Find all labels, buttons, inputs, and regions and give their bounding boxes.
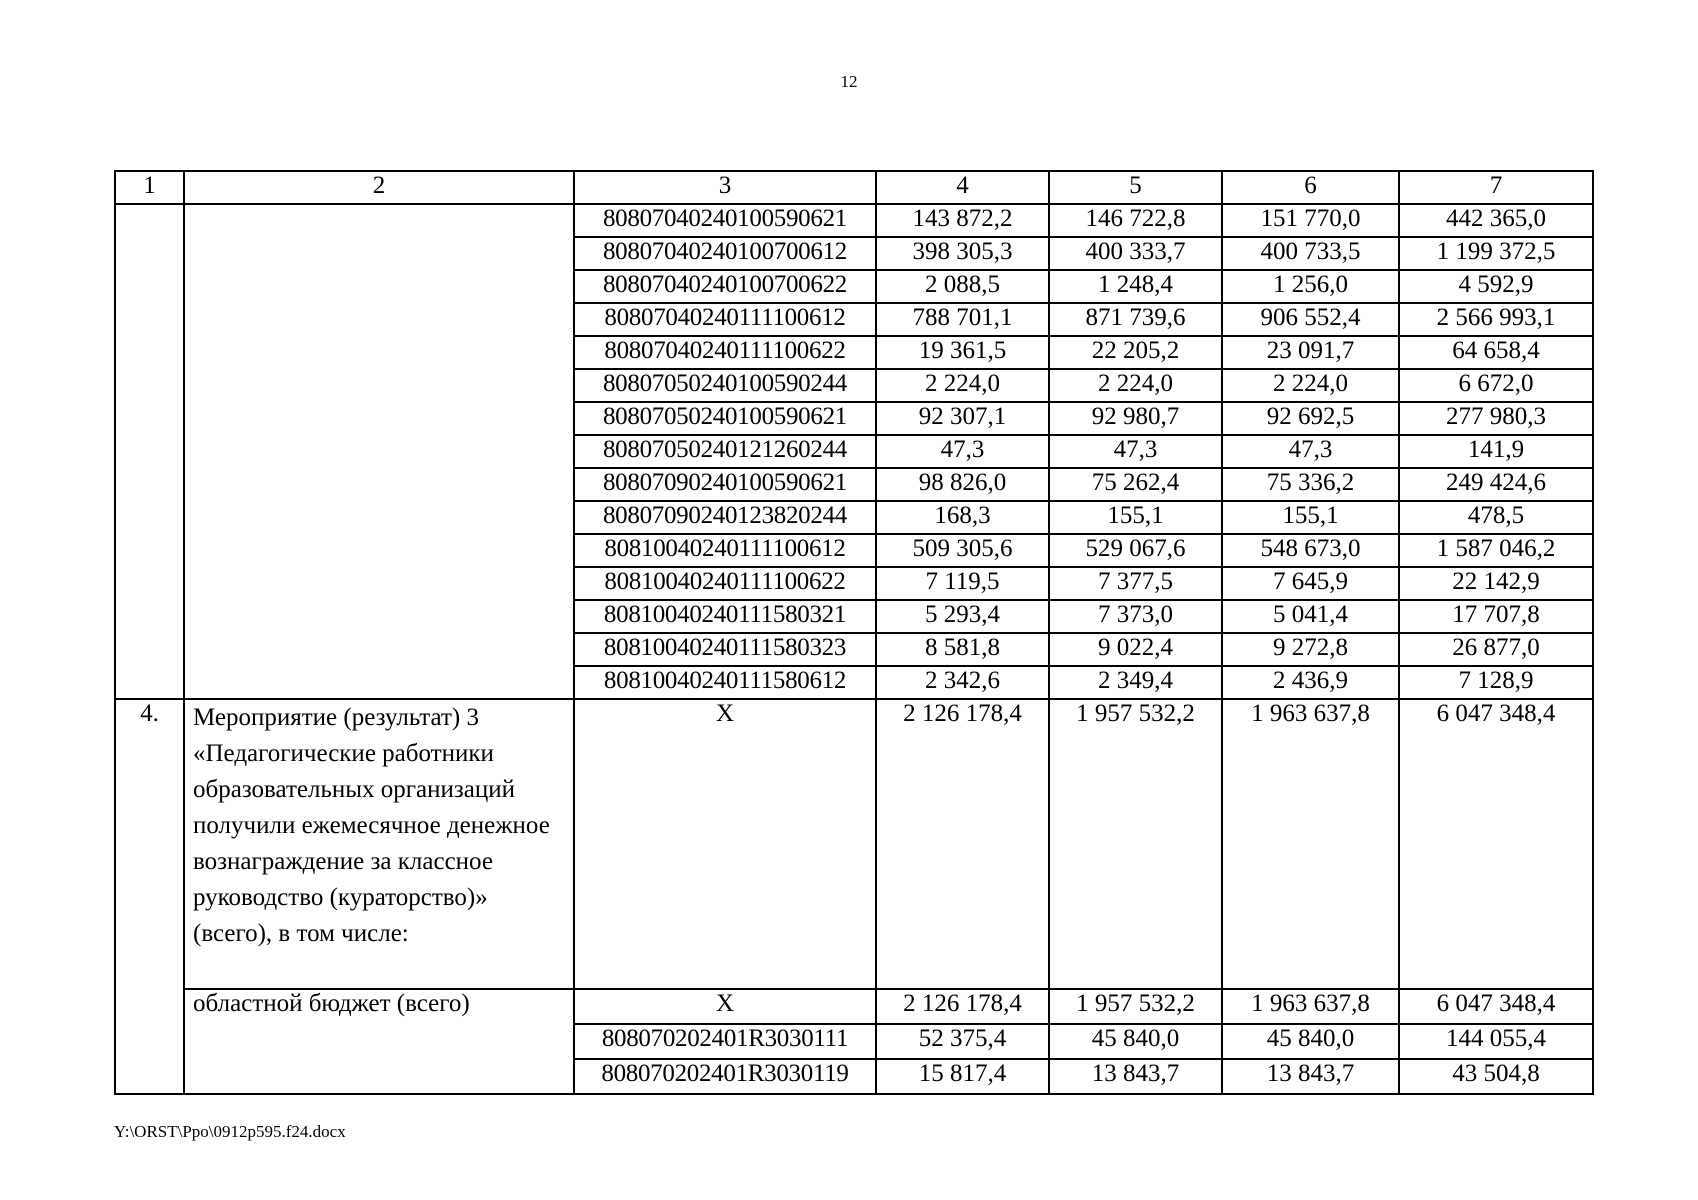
code-cell: 80807050240100590621 <box>574 402 876 435</box>
value-cell: 15 817,4 <box>876 1059 1049 1094</box>
value-cell: 277 980,3 <box>1399 402 1593 435</box>
value-cell: 8 581,8 <box>876 633 1049 666</box>
code-cell: 80807050240121260244 <box>574 435 876 468</box>
value-cell: 144 055,4 <box>1399 1024 1593 1059</box>
regional-budget-label: областной бюджет (всего) <box>184 989 574 1094</box>
header-cell: 1 <box>115 171 184 204</box>
value-cell: 47,3 <box>876 435 1049 468</box>
value-cell: 5 293,4 <box>876 600 1049 633</box>
code-cell: 80810040240111580612 <box>574 666 876 699</box>
item-title: Мероприятие (результат) 3 «Педагогические работники образовательных организаций получили ежемесячное денежное вознаграждение за классное руководство (кураторство)» (всего), в том числе: <box>184 699 574 989</box>
header-cell: 6 <box>1222 171 1399 204</box>
value-cell: 1 963 637,8 <box>1222 699 1399 989</box>
value-cell: 4 592,9 <box>1399 270 1593 303</box>
value-cell: 9 272,8 <box>1222 633 1399 666</box>
value-cell: 871 739,6 <box>1049 303 1222 336</box>
value-cell: 1 199 372,5 <box>1399 237 1593 270</box>
value-cell: 9 022,4 <box>1049 633 1222 666</box>
budget-table <box>114 170 1594 1095</box>
value-cell: 548 673,0 <box>1222 534 1399 567</box>
value-cell: 1 248,4 <box>1049 270 1222 303</box>
code-cell: 80810040240111100622 <box>574 567 876 600</box>
value-cell: 151 770,0 <box>1222 204 1399 237</box>
value-cell: 6 047 348,4 <box>1399 699 1593 989</box>
value-cell: 509 305,6 <box>876 534 1049 567</box>
value-cell: 92 692,5 <box>1222 402 1399 435</box>
footer-file-path: Y:\ORST\Ppo\0912p595.f24.docx <box>114 1122 346 1141</box>
value-cell: 146 722,8 <box>1049 204 1222 237</box>
code-cell: 80810040240111100612 <box>574 534 876 567</box>
code-cell: 808070202401R3030111 <box>574 1024 876 1059</box>
value-cell: 2 126 178,4 <box>876 989 1049 1024</box>
value-cell: 7 645,9 <box>1222 567 1399 600</box>
value-cell: 788 701,1 <box>876 303 1049 336</box>
value-cell: 23 091,7 <box>1222 336 1399 369</box>
code-cell: 80807040240111100612 <box>574 303 876 336</box>
header-cell: 2 <box>184 171 574 204</box>
description-cell-empty <box>184 204 574 699</box>
header-cell: 4 <box>876 171 1049 204</box>
page-number: 12 <box>840 72 858 91</box>
value-cell: 1 963 637,8 <box>1222 989 1399 1024</box>
value-cell: 2 126 178,4 <box>876 699 1049 989</box>
regional-budget-row <box>115 989 1593 1024</box>
code-cell: 80807040240100700612 <box>574 237 876 270</box>
code-cell: 80807090240100590621 <box>574 468 876 501</box>
value-cell: 6 047 348,4 <box>1399 989 1593 1024</box>
value-cell: 13 843,7 <box>1049 1059 1222 1094</box>
value-cell: 26 877,0 <box>1399 633 1593 666</box>
value-cell: 6 672,0 <box>1399 369 1593 402</box>
value-cell: 47,3 <box>1049 435 1222 468</box>
value-cell: 168,3 <box>876 501 1049 534</box>
value-cell: 141,9 <box>1399 435 1593 468</box>
value-cell: 7 119,5 <box>876 567 1049 600</box>
value-cell: 47,3 <box>1222 435 1399 468</box>
code-cell: 80807050240100590244 <box>574 369 876 402</box>
value-cell: 5 041,4 <box>1222 600 1399 633</box>
code-cell: 80807090240123820244 <box>574 501 876 534</box>
value-cell: 64 658,4 <box>1399 336 1593 369</box>
item-number: 4. <box>115 699 184 1094</box>
table-header-row <box>115 171 1593 204</box>
code-cell: 808070202401R3030119 <box>574 1059 876 1094</box>
value-cell: 52 375,4 <box>876 1024 1049 1059</box>
value-cell: 1 587 046,2 <box>1399 534 1593 567</box>
value-cell: 19 361,5 <box>876 336 1049 369</box>
value-cell: 143 872,2 <box>876 204 1049 237</box>
item-4-row <box>115 699 1593 989</box>
value-cell: 249 424,6 <box>1399 468 1593 501</box>
value-cell: 2 342,6 <box>876 666 1049 699</box>
value-cell: 75 336,2 <box>1222 468 1399 501</box>
value-cell: 7 373,0 <box>1049 600 1222 633</box>
value-cell: 92 307,1 <box>876 402 1049 435</box>
value-cell: 1 256,0 <box>1222 270 1399 303</box>
value-cell: 400 733,5 <box>1222 237 1399 270</box>
code-cell: 80807040240100590621 <box>574 204 876 237</box>
number-cell-empty <box>115 204 184 699</box>
code-cell: 80810040240111580321 <box>574 600 876 633</box>
value-cell: 155,1 <box>1049 501 1222 534</box>
header-cell: 5 <box>1049 171 1222 204</box>
value-cell: 2 349,4 <box>1049 666 1222 699</box>
value-cell: 1 957 532,2 <box>1049 989 1222 1024</box>
value-cell: 2 224,0 <box>876 369 1049 402</box>
value-cell: 2 088,5 <box>876 270 1049 303</box>
value-cell: 2 436,9 <box>1222 666 1399 699</box>
code-cell: 80807040240100700622 <box>574 270 876 303</box>
code-cell: 80810040240111580323 <box>574 633 876 666</box>
value-cell: 43 504,8 <box>1399 1059 1593 1094</box>
value-cell: 22 142,9 <box>1399 567 1593 600</box>
value-cell: 529 067,6 <box>1049 534 1222 567</box>
value-cell: 398 305,3 <box>876 237 1049 270</box>
code-cell: 80807040240111100622 <box>574 336 876 369</box>
value-cell: 155,1 <box>1222 501 1399 534</box>
value-cell: 92 980,7 <box>1049 402 1222 435</box>
value-cell: 7 377,5 <box>1049 567 1222 600</box>
value-cell: 400 333,7 <box>1049 237 1222 270</box>
table-row <box>115 204 1593 237</box>
value-cell: 13 843,7 <box>1222 1059 1399 1094</box>
value-cell: 45 840,0 <box>1222 1024 1399 1059</box>
value-cell: 98 826,0 <box>876 468 1049 501</box>
value-cell: 442 365,0 <box>1399 204 1593 237</box>
value-cell: 75 262,4 <box>1049 468 1222 501</box>
value-cell: 1 957 532,2 <box>1049 699 1222 989</box>
value-cell: 2 566 993,1 <box>1399 303 1593 336</box>
value-cell: 45 840,0 <box>1049 1024 1222 1059</box>
value-cell: 7 128,9 <box>1399 666 1593 699</box>
header-cell: 7 <box>1399 171 1593 204</box>
code-cell: X <box>574 989 876 1024</box>
code-cell: X <box>574 699 876 989</box>
value-cell: 17 707,8 <box>1399 600 1593 633</box>
value-cell: 906 552,4 <box>1222 303 1399 336</box>
value-cell: 478,5 <box>1399 501 1593 534</box>
value-cell: 2 224,0 <box>1049 369 1222 402</box>
value-cell: 2 224,0 <box>1222 369 1399 402</box>
header-cell: 3 <box>574 171 876 204</box>
value-cell: 22 205,2 <box>1049 336 1222 369</box>
